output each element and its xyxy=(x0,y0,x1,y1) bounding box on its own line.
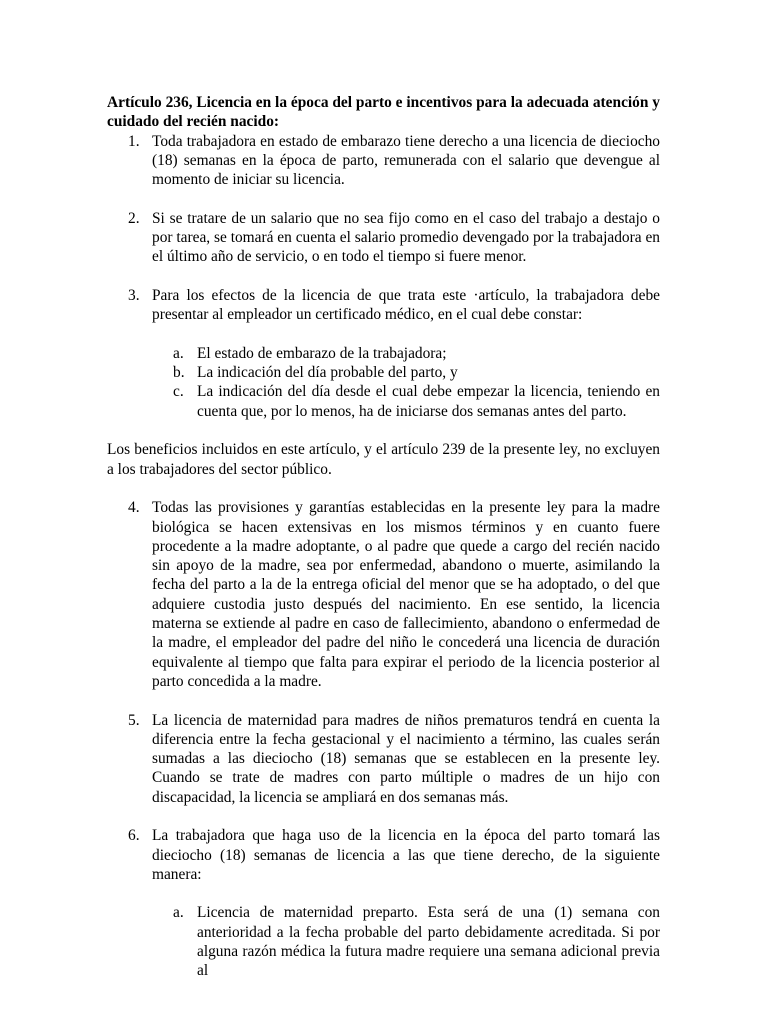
item-text: Toda trabajadora en estado de embarazo tiene derecho a una licencia de dieciocho (18) semanas en la época de parto, remunerada con el salario que devengue al momento de iniciar su licencia. xyxy=(152,132,660,189)
sub-letter: a. xyxy=(173,904,184,922)
sublist-item-3c xyxy=(107,382,660,421)
sub-text: La indicación del día desde el cual debe empezar la licencia, teniendo en cuenta que, por lo menos, ha de iniciarse dos semanas antes del parto. xyxy=(197,383,660,420)
list-item-3 xyxy=(107,286,660,325)
item-text: La licencia de maternidad para madres de niños prematuros tendrá en cuenta la diferencia entre la fecha gestacional y el nacimiento a término, las cuales serán sumadas a las dieciocho (18) semanas que se establecen en la presente ley. Cuando se trate de madres con parto múltiple o madres de un hijo con discapacidad, la licencia se ampliará en dos semanas más. xyxy=(152,711,660,806)
item-text: Todas las provisiones y garantías establecidas en la presente ley para la madre biológica se hacen extensivas en los mismos términos y en cuanto fuere procedente a la madre adoptante, o al padre que quede a cargo del recién nacido sin apoyo de la madre, sea por enfermedad, abandono o muerte, asimilando la fecha del parto a la de la entrega oficial del menor que se ha adoptado, o del que adquiere custodia justo después del nacimiento. En ese sentido, la licencia materna se extiende al padre en caso de fallecimiento, abandono o enfermedad de la madre, el empleador del padre del niño le concederá una licencia de duración equivalente al tiempo que falta para expirar el periodo de la licencia posterior al parto concedida a la madre. xyxy=(152,499,660,690)
list-item-2 xyxy=(107,209,660,267)
item-number: 3. xyxy=(128,286,140,304)
sub-letter: a. xyxy=(173,344,184,362)
body-paragraph: Los beneficios incluidos en este artículo, y el artículo 239 de la presente ley, no excluyen a los trabajadores del sector público. xyxy=(107,441,660,478)
sub-letter: c. xyxy=(173,383,184,401)
sub-text: Licencia de maternidad preparto. Esta será de una (1) semana con anterioridad a la fecha probable del parto debidamente acreditada. Si por alguna razón médica la futura madre requiere una semana adicional previa al xyxy=(197,904,660,980)
sublist-item-3a xyxy=(107,344,660,363)
item-number: 1. xyxy=(128,132,140,150)
article-heading: Artículo 236, Licencia en la época del parto e incentivos para la adecuada atención y cuidado del recién nacido: xyxy=(107,94,660,131)
sub-text: La indicación del día probable del parto, y xyxy=(197,364,458,382)
sublist-item-6a xyxy=(107,903,660,980)
item-number: 2. xyxy=(128,209,140,227)
sublist-item-3b xyxy=(107,363,660,382)
sub-text: El estado de embarazo de la trabajadora; xyxy=(197,344,447,362)
item-text: Para los efectos de la licencia de que trata este ·artículo, la trabajadora debe presentar al empleador un certificado médico, en el cual debe constar: xyxy=(152,286,660,324)
item-text: Si se tratare de un salario que no sea fijo como en el caso del trabajo a destajo o por tarea, se tomará en cuenta el salario promedio devengado por la trabajadora en el último año de servicio, o en todo el tiempo si fuere menor. xyxy=(152,209,660,266)
sub-letter: b. xyxy=(173,364,185,382)
list-item-5 xyxy=(107,711,660,807)
list-item-6 xyxy=(107,826,660,884)
document-page xyxy=(107,93,660,981)
list-item-1 xyxy=(107,132,660,190)
item-number: 6. xyxy=(128,827,140,845)
item-number: 4. xyxy=(128,499,140,517)
item-text: La trabajadora que haga uso de la licencia en la época del parto tomará las dieciocho (18) semanas de licencia a las que tiene derecho, de la siguiente manera: xyxy=(152,827,660,883)
list-item-4 xyxy=(107,498,660,691)
item-number: 5. xyxy=(128,711,140,729)
